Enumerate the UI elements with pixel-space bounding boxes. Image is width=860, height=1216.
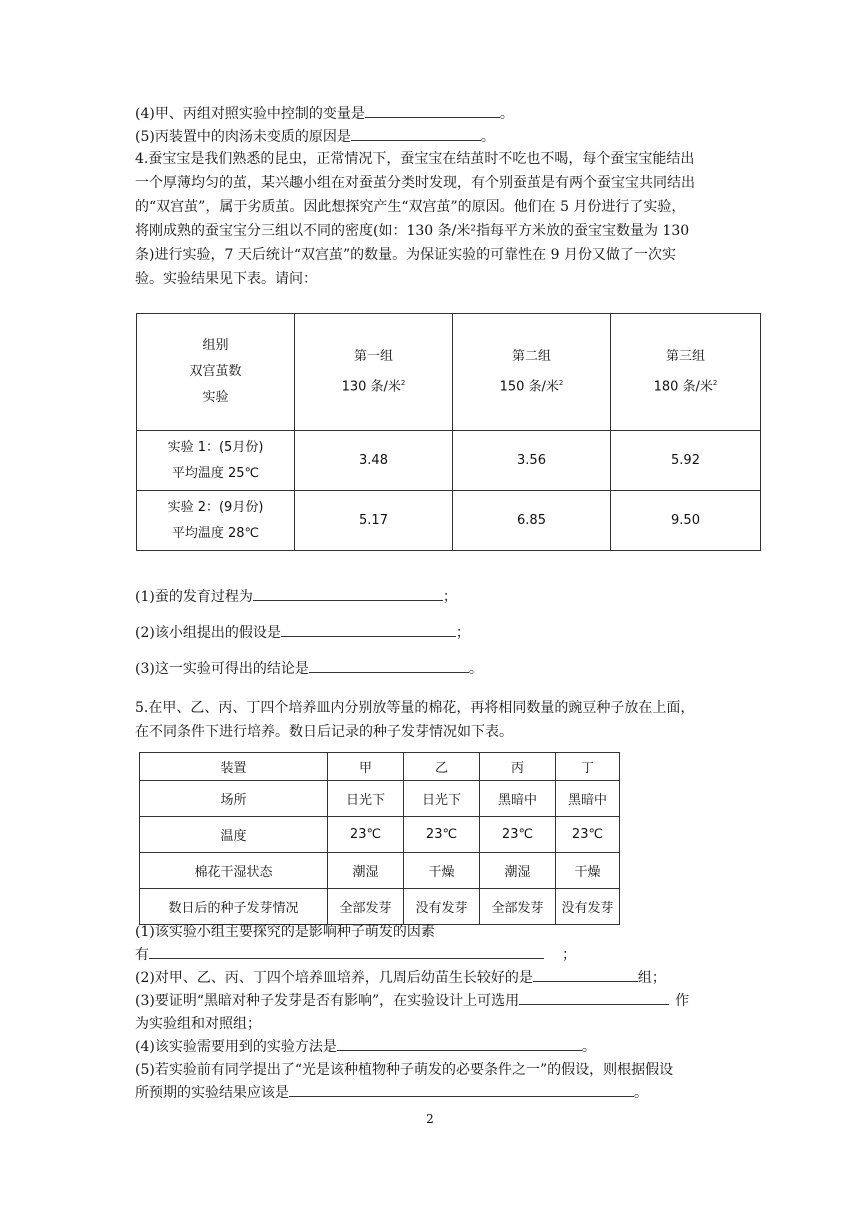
answer-blank[interactable] bbox=[309, 658, 469, 673]
subquestion-development bbox=[135, 586, 457, 608]
table-header-row bbox=[137, 314, 761, 431]
density-superscript: 2 bbox=[712, 378, 718, 387]
table-cell: 23℃ bbox=[480, 817, 556, 853]
table-row bbox=[137, 431, 761, 491]
paragraph-line: 条)进行实验，7 天后统计“双宫茧”的数量。为保证实验的可靠性在 9 月份又做了一次实 bbox=[135, 247, 676, 263]
table-cell: 黑暗中 bbox=[556, 781, 620, 817]
subquestion-darkness-design bbox=[135, 990, 689, 1012]
question-end: 。 bbox=[468, 661, 483, 677]
question-4-control-variable bbox=[135, 103, 514, 125]
density-value: 130 条/米 bbox=[341, 379, 401, 395]
group-density bbox=[296, 370, 451, 400]
paragraph-line: 在不同条件下进行培养。数日后记录的种子发芽情况如下表。 bbox=[135, 724, 513, 740]
question-text: (2)该小组提出的假设是 bbox=[135, 625, 281, 641]
subquestion-darkness-design-line2 bbox=[135, 1013, 261, 1035]
question-text: 所预期的实验结果应该是 bbox=[135, 1085, 289, 1101]
density-value: 180 条/米 bbox=[653, 379, 713, 395]
answer-blank[interactable] bbox=[253, 586, 443, 601]
seed-germination-table bbox=[139, 752, 620, 925]
group-header-cell bbox=[453, 314, 611, 431]
table-header-row bbox=[140, 753, 620, 781]
answer-blank[interactable] bbox=[281, 622, 456, 637]
density-superscript: 2 bbox=[400, 378, 406, 387]
question-text: (4)该实验需要用到的实验方法是 bbox=[135, 1039, 337, 1055]
table-corner-cell bbox=[137, 314, 295, 431]
subquestion-best-growth bbox=[135, 967, 666, 989]
question-end: 。 bbox=[480, 129, 495, 145]
paragraph-line: 4.蚕宝宝是我们熟悉的昆虫，正常情况下，蚕宝宝在结茧时不吃也不喝，每个蚕宝宝能结出 bbox=[135, 151, 695, 167]
problem-4-text bbox=[135, 147, 735, 291]
group-header-cell bbox=[295, 314, 453, 431]
row-label-line: 平均温度 28℃ bbox=[171, 525, 260, 541]
question-text: (2)对甲、乙、丙、丁四个培养皿培养，几周后幼苗生长较好的是 bbox=[135, 970, 533, 986]
subquestion-method bbox=[135, 1036, 596, 1058]
question-text: (1)该实验小组主要探究的是影响种子萌发的因素 bbox=[135, 924, 435, 940]
table-cell: 全部发芽 bbox=[480, 889, 556, 925]
question-5-broth-reason bbox=[135, 126, 495, 148]
question-end: 。 bbox=[499, 106, 514, 122]
table-cell: 潮湿 bbox=[328, 853, 404, 889]
table-cell: 5.17 bbox=[295, 491, 453, 551]
table-row bbox=[137, 491, 761, 551]
table-header-cell: 丁 bbox=[556, 753, 620, 781]
question-end: ； bbox=[455, 625, 470, 641]
table-cell: 日光下 bbox=[404, 781, 480, 817]
table-cell: 干燥 bbox=[404, 853, 480, 889]
answer-blank[interactable] bbox=[289, 1082, 634, 1097]
table-cell: 潮湿 bbox=[480, 853, 556, 889]
table-cell: 日光下 bbox=[328, 781, 404, 817]
group-name: 第一组 bbox=[353, 348, 393, 364]
row-label-cell bbox=[137, 491, 295, 551]
row-label-line: 平均温度 25℃ bbox=[171, 465, 260, 481]
answer-blank[interactable] bbox=[149, 944, 544, 959]
question-end: ； bbox=[442, 589, 457, 605]
table-cell: 23℃ bbox=[404, 817, 480, 853]
question-text: (3)这一实验可得出的结论是 bbox=[135, 661, 309, 677]
table-cell: 温度 bbox=[140, 817, 328, 853]
table-cell: 黑暗中 bbox=[480, 781, 556, 817]
corner-label-count: 双宫茧数 bbox=[189, 364, 242, 379]
subquestion-hypothesis bbox=[135, 622, 470, 644]
question-text: (3)要证明“黑暗对种子发芽是否有影响”，在实验设计上可选用 bbox=[135, 993, 520, 1009]
table-cell: 5.92 bbox=[611, 431, 761, 491]
table-cell: 全部发芽 bbox=[328, 889, 404, 925]
row-label-line: 实验 1：(5月份) bbox=[167, 439, 264, 455]
row-label-cell bbox=[137, 431, 295, 491]
corner-label-group: 组别 bbox=[202, 338, 229, 353]
subquestion-factor-line2 bbox=[135, 944, 576, 966]
table-header-cell: 乙 bbox=[404, 753, 480, 781]
table-cell: 场所 bbox=[140, 781, 328, 817]
paragraph-line: 一个厚薄均匀的茧，某兴趣小组在对蚕茧分类时发现，有个别蚕茧是有两个蚕宝宝共同结出 bbox=[135, 175, 695, 191]
table-header-cell: 甲 bbox=[328, 753, 404, 781]
group-header-cell bbox=[611, 314, 761, 431]
subquestion-light-hypothesis-line2 bbox=[135, 1082, 648, 1104]
corner-label-experiment: 实验 bbox=[202, 390, 229, 405]
table-header-cell: 装置 bbox=[140, 753, 328, 781]
question-text: (4)甲、丙组对照实验中控制的变量是 bbox=[135, 106, 365, 122]
answer-blank[interactable] bbox=[519, 990, 669, 1005]
subquestion-factor bbox=[135, 921, 435, 943]
table-row bbox=[140, 889, 620, 925]
question-end: 组； bbox=[637, 970, 666, 986]
question-text: (5)丙装置中的肉汤未变质的原因是 bbox=[135, 129, 351, 145]
table-row bbox=[140, 817, 620, 853]
table-cell: 数日后的种子发芽情况 bbox=[140, 889, 328, 925]
table-cell: 23℃ bbox=[556, 817, 620, 853]
paragraph-line: 5.在甲、乙、丙、丁四个培养皿内分别放等量的棉花，再将相同数量的豌豆种子放在上面， bbox=[135, 700, 695, 716]
density-superscript: 2 bbox=[558, 378, 564, 387]
question-end: 。 bbox=[634, 1085, 648, 1101]
question-end: 。 bbox=[581, 1039, 596, 1055]
table-cell: 9.50 bbox=[611, 491, 761, 551]
answer-blank[interactable] bbox=[533, 967, 638, 982]
question-text: 为实验组和对照组； bbox=[135, 1016, 261, 1032]
table-cell: 3.48 bbox=[295, 431, 453, 491]
group-density bbox=[612, 370, 759, 400]
table-row bbox=[140, 853, 620, 889]
page-number: 2 bbox=[426, 1112, 434, 1126]
question-text: 有 bbox=[135, 947, 149, 963]
answer-blank[interactable] bbox=[337, 1036, 582, 1051]
table-cell: 没有发芽 bbox=[404, 889, 480, 925]
paragraph-line: 验。实验结果见下表。请问： bbox=[135, 271, 317, 287]
table-cell: 没有发芽 bbox=[556, 889, 620, 925]
subquestion-conclusion bbox=[135, 658, 483, 680]
table-header-cell: 丙 bbox=[480, 753, 556, 781]
table-cell: 3.56 bbox=[453, 431, 611, 491]
silkworm-results-table bbox=[136, 313, 761, 551]
answer-blank[interactable] bbox=[365, 103, 500, 118]
table-cell: 23℃ bbox=[328, 817, 404, 853]
table-row bbox=[140, 781, 620, 817]
question-text: (5)若实验前有同学提出了“光是该种植物种子萌发的必要条件之一”的假设，则根据假设 bbox=[135, 1062, 674, 1078]
paragraph-line: 的“双宫茧”，属于劣质茧。因此想探究产生“双宫茧”的原因。他们在 5 月份进行了实验， bbox=[135, 199, 686, 215]
answer-blank[interactable] bbox=[351, 126, 481, 141]
table-cell: 6.85 bbox=[453, 491, 611, 551]
subquestion-light-hypothesis bbox=[135, 1059, 673, 1081]
table-cell: 棉花干湿状态 bbox=[140, 853, 328, 889]
group-name: 第二组 bbox=[511, 348, 551, 364]
question-end: 作 bbox=[675, 993, 690, 1009]
row-label-line: 实验 2：(9月份) bbox=[167, 499, 264, 515]
group-name: 第三组 bbox=[665, 348, 705, 364]
group-density bbox=[454, 370, 609, 400]
table-cell: 干燥 bbox=[556, 853, 620, 889]
paragraph-line: 将刚成熟的蚕宝宝分三组以不同的密度(如：130 条/米²指每平方米放的蚕宝宝数量为 130 bbox=[135, 223, 690, 239]
density-value: 150 条/米 bbox=[499, 379, 559, 395]
problem-5-text bbox=[135, 696, 735, 744]
question-text: (1)蚕的发育过程为 bbox=[135, 589, 253, 605]
question-end: ； bbox=[562, 947, 576, 963]
